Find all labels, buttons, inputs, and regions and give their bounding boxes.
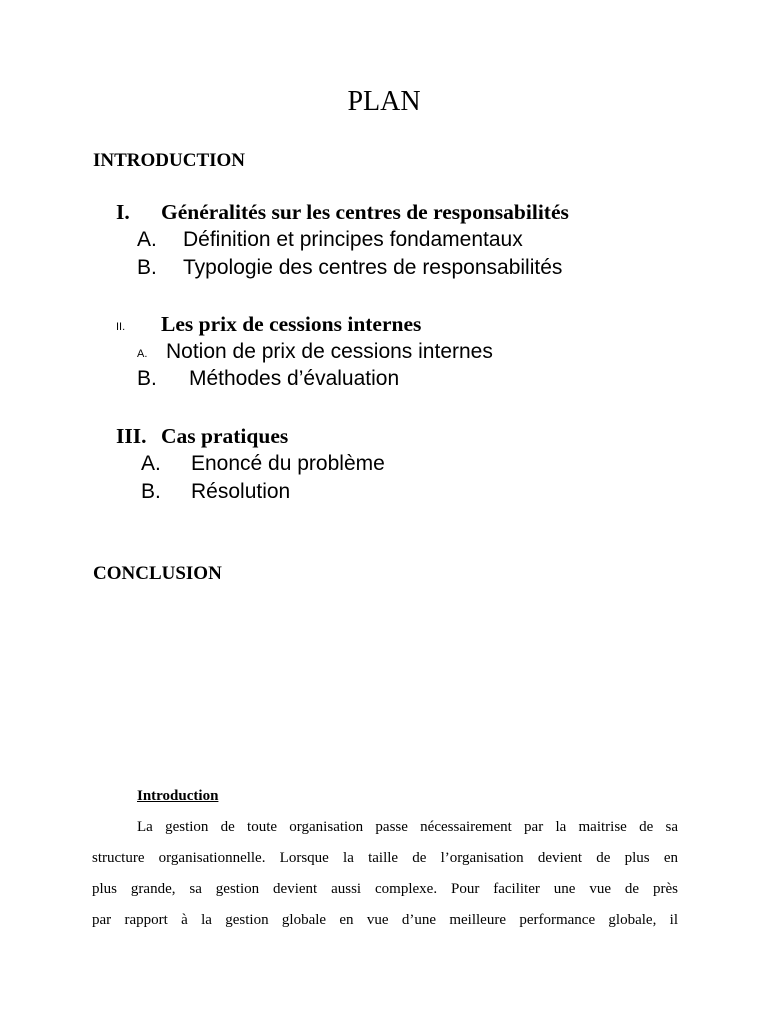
- part-title: Les prix de cessions internes: [161, 312, 422, 336]
- item-letter: B.: [137, 367, 157, 390]
- introduction-heading: INTRODUCTION: [93, 150, 246, 171]
- page-title: PLAN: [347, 86, 421, 117]
- conclusion-heading: CONCLUSION: [93, 563, 222, 584]
- item-text: Typologie des centres de responsabilités: [183, 256, 563, 279]
- item-letter: B.: [141, 480, 161, 503]
- part-title: Généralités sur les centres de responsabilités: [161, 200, 569, 224]
- item-text: Notion de prix de cessions internes: [166, 340, 493, 363]
- part-number: III.: [116, 424, 147, 448]
- part-title: Cas pratiques: [161, 424, 289, 448]
- paragraph-line: La gestion de toute organisation passe nécessairement par la maitrise de sa: [137, 819, 678, 835]
- paragraph-line: plus grande, sa gestion devient aussi complexe. Pour faciliter une vue de près: [92, 881, 678, 897]
- item-letter: A.: [141, 452, 161, 475]
- part-number: I.: [116, 200, 130, 224]
- item-letter: B.: [137, 256, 157, 279]
- paragraph-line: structure organisationnelle. Lorsque la taille de l’organisation devient de plus en: [92, 850, 678, 866]
- item-text: Méthodes d’évaluation: [189, 367, 400, 390]
- item-letter: A.: [137, 348, 148, 360]
- part-number: II.: [116, 321, 126, 333]
- section-heading: Introduction: [137, 788, 219, 804]
- item-text: Résolution: [191, 480, 291, 503]
- paragraph-line: par rapport à la gestion globale en vue d’une meilleure performance globale, il: [92, 912, 678, 928]
- item-text: Enoncé du problème: [191, 452, 385, 475]
- item-text: Définition et principes fondamentaux: [183, 228, 523, 251]
- item-letter: A.: [137, 228, 157, 251]
